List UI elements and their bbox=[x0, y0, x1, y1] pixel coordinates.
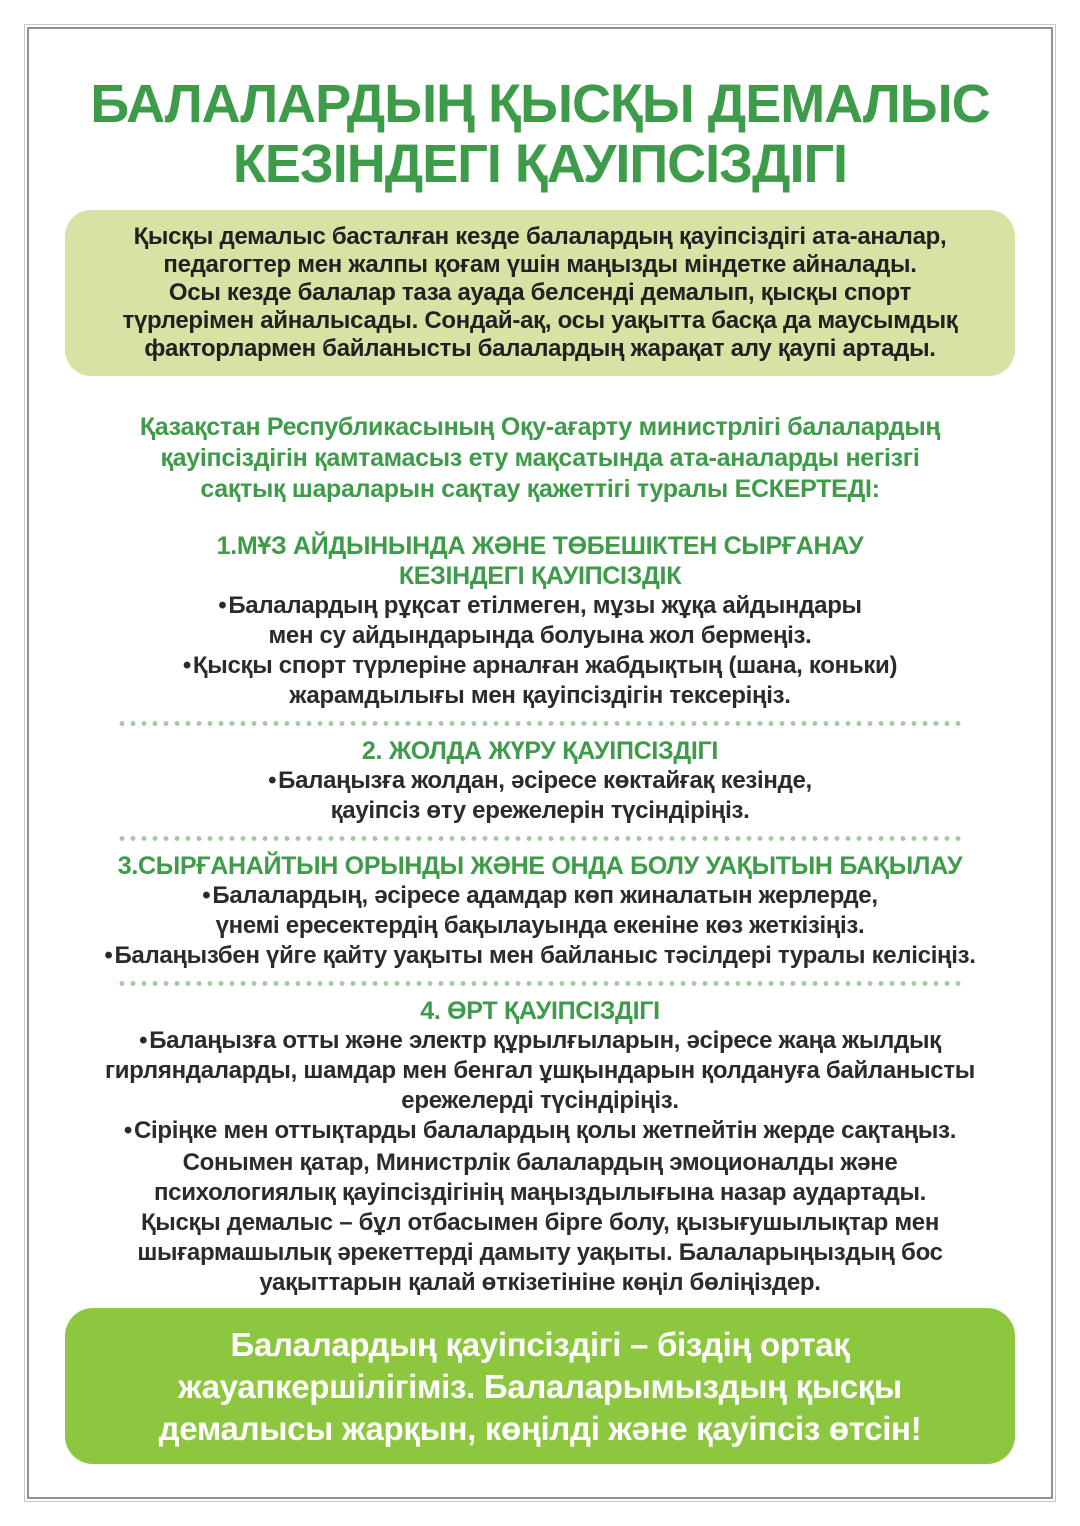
closing-line: уақыттарын қалай өткізетініне көңіл бөліңіздер. bbox=[259, 1269, 821, 1296]
closing-paragraph bbox=[63, 1148, 1017, 1298]
bullet-line bbox=[63, 651, 1017, 681]
footer-text-line: Балалардың қауіпсіздігі – біздің ортақ bbox=[230, 1326, 850, 1363]
dotted-separator bbox=[116, 980, 964, 987]
bullet-line bbox=[63, 1026, 1017, 1056]
bullet-icon: • bbox=[123, 1117, 133, 1144]
bullet-icon: • bbox=[139, 1027, 148, 1054]
bullet-line: қауіпсіз өту ережелерін түсіндіріңіз. bbox=[330, 797, 750, 824]
bullet-icon: • bbox=[268, 767, 277, 794]
page-title-line: КЕЗІНДЕГІ ҚАУІПСІЗДІГІ bbox=[232, 134, 848, 194]
intro-text-line: Қысқы демалыс басталған кезде балалардың қауіпсіздігі ата-аналар, bbox=[133, 223, 947, 250]
footer-highlight-box bbox=[65, 1308, 1015, 1464]
ministry-notice bbox=[63, 412, 1017, 505]
section-heading-line: КЕЗІНДЕГІ ҚАУІПСІЗДІК bbox=[398, 562, 682, 590]
dotted-separator bbox=[116, 720, 964, 727]
notice-line: Қазақстан Республикасының Оқу-ағарту министрлігі балалардың bbox=[139, 413, 941, 441]
bullet-line: жарамдылығы мен қауіпсіздігін тексеріңіз. bbox=[289, 682, 791, 709]
notice-line: қауіпсіздігін қамтамасыз ету мақсатында ата-аналарды негізгі bbox=[160, 444, 920, 472]
bullet-line: мен су айдындарында болуына жол бермеңіз. bbox=[268, 622, 812, 649]
bullet-icon: • bbox=[202, 882, 211, 909]
footer-text-line: демалысы жарқын, көңілді және қауіпсіз өтсін! bbox=[158, 1410, 922, 1447]
bullet-text: Қысқы спорт түрлеріне арналған жабдықтың (шана, коньки) bbox=[192, 652, 898, 679]
bullet-line: ережелерді түсіндіріңіз. bbox=[401, 1087, 679, 1114]
page-title bbox=[63, 74, 1017, 194]
section-heading-line: 3.СЫРҒАНАЙТЫН ОРЫНДЫ ЖӘНЕ ОНДА БОЛУ УАҚЫТЫН БАҚЫЛАУ bbox=[117, 852, 963, 880]
bullet-icon: • bbox=[182, 652, 191, 679]
bullet-icon: • bbox=[104, 942, 113, 969]
bullet-text: Балаңызға жолдан, әсіресе көктайғақ кезінде, bbox=[278, 767, 812, 794]
section-heading-line: 4. ӨРТ ҚАУІПСІЗДІГІ bbox=[420, 997, 660, 1025]
bullet-line bbox=[63, 1116, 1017, 1146]
section-2-bullets bbox=[63, 766, 1017, 826]
bullet-line bbox=[63, 881, 1017, 911]
page-title-line: БАЛАЛАРДЫҢ ҚЫСҚЫ ДЕМАЛЫС bbox=[90, 74, 990, 134]
bullet-line: гирляндаларды, шамдар мен бенгал ұшқындарын қолдануға байланысты bbox=[105, 1057, 975, 1084]
bullet-line bbox=[63, 591, 1017, 621]
poster-content bbox=[27, 27, 1053, 1499]
bullet-text: Балаңызбен үйге қайту уақыты мен байланыс тәсілдері туралы келісіңіз. bbox=[114, 942, 976, 969]
notice-line: сақтық шараларын сақтау қажеттігі туралы ЕСКЕРТЕДІ: bbox=[200, 475, 880, 503]
bullet-text: Балаңызға отты және электр құрылғыларын, әсіресе жаңа жылдық bbox=[149, 1027, 941, 1054]
section-1-bullets bbox=[63, 591, 1017, 711]
bullet-line bbox=[63, 766, 1017, 796]
section-3-heading bbox=[63, 851, 1017, 881]
closing-line: Сонымен қатар, Министрлік балалардың эмоционалды және bbox=[182, 1149, 898, 1176]
intro-text-line: Осы кезде балалар таза ауада белсенді демалып, қысқы спорт bbox=[168, 279, 912, 306]
section-1-heading bbox=[63, 531, 1017, 591]
closing-line: психологиялық қауіпсіздігінің маңыздылығына назар аудартады. bbox=[153, 1179, 927, 1206]
bullet-line bbox=[63, 941, 1017, 971]
section-3-bullets bbox=[63, 881, 1017, 971]
intro-highlight-box bbox=[65, 210, 1015, 376]
section-heading-line: 1.МҰЗ АЙДЫНЫНДА ЖӘНЕ ТӨБЕШІКТЕН СЫРҒАНАУ bbox=[216, 532, 864, 560]
intro-text-line: түрлерімен айналысады. Сондай-ақ, осы уақытта басқа да маусымдық bbox=[122, 307, 958, 334]
section-heading-line: 2. ЖОЛДА ЖҮРУ ҚАУІПСІЗДІГІ bbox=[361, 737, 719, 765]
bullet-icon: • bbox=[218, 592, 227, 619]
dotted-separator bbox=[116, 835, 964, 842]
bullet-text: Балалардың рұқсат етілмеген, мұзы жұқа айдындары bbox=[228, 592, 862, 619]
section-4-bullets bbox=[63, 1026, 1017, 1146]
section-2-heading bbox=[63, 736, 1017, 766]
intro-text-line: педагогтер мен жалпы қоғам үшін маңызды міндетке айналады. bbox=[163, 251, 917, 278]
intro-text-line: факторлармен байланысты балалардың жарақат алу қаупі артады. bbox=[144, 335, 936, 362]
footer-text-line: жауапкершілігіміз. Балаларымыздың қысқы bbox=[178, 1368, 902, 1405]
closing-line: Қысқы демалыс – бұл отбасымен бірге болу, қызығушылықтар мен bbox=[140, 1209, 940, 1236]
section-4-heading bbox=[63, 996, 1017, 1026]
bullet-text: Балалардың, әсіресе адамдар көп жиналатын жерлерде, bbox=[212, 882, 878, 909]
bullet-line: үнемі ересектердің бақылауында екеніне көз жеткізіңіз. bbox=[215, 912, 865, 939]
bullet-text: Сіріңке мен оттықтарды балалардың қолы жетпейтін жерде сақтаңыз. bbox=[134, 1117, 957, 1144]
closing-line: шығармашылық әрекеттерді дамыту уақыты. Балаларыңыздың бос bbox=[137, 1239, 943, 1266]
